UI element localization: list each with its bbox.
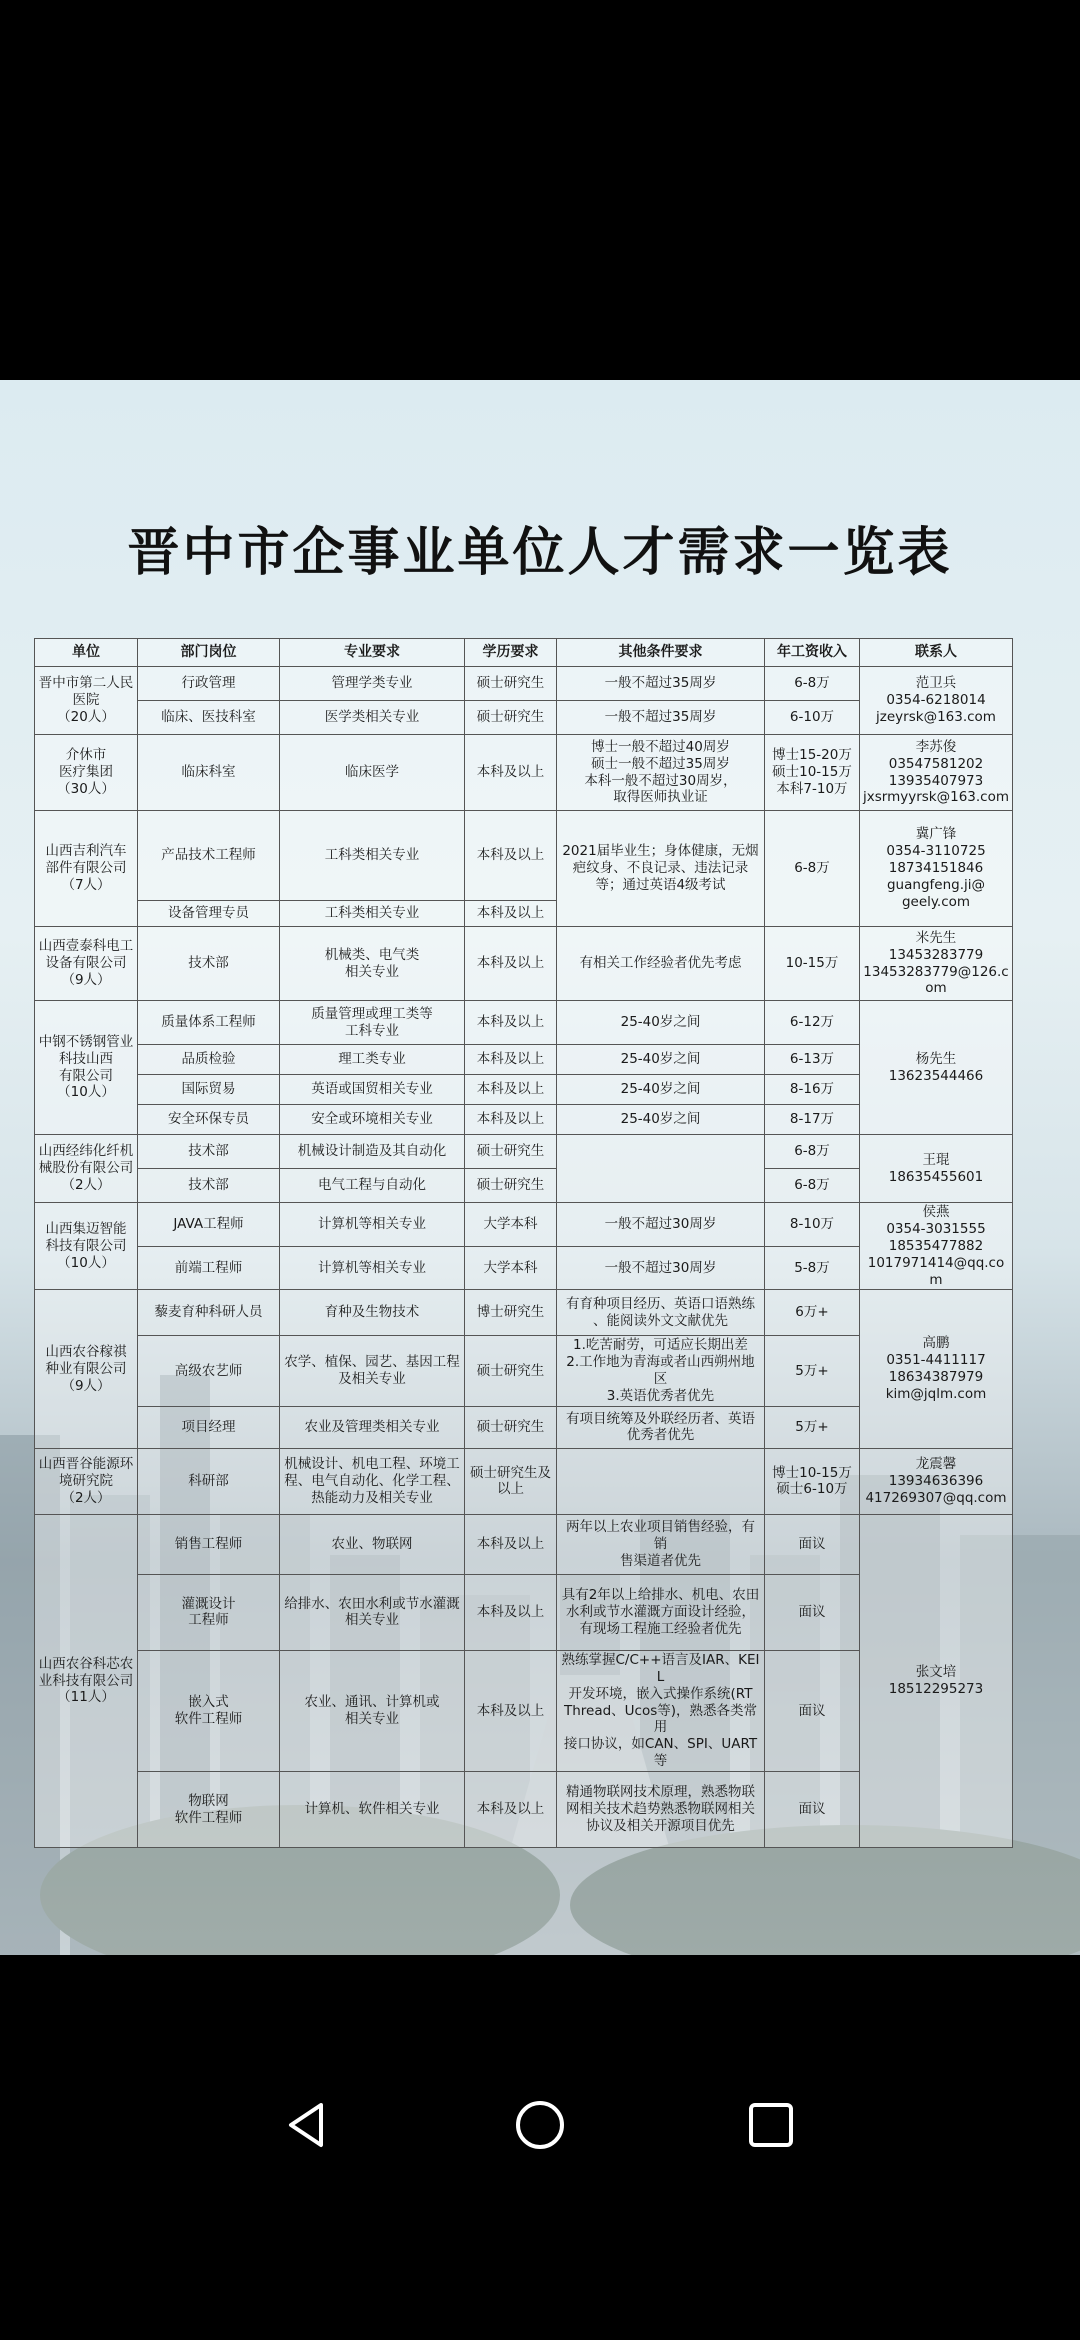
salary-cell: 5-8万 <box>765 1246 860 1290</box>
header-major: 专业要求 <box>280 639 465 667</box>
edu-cell: 大学本科 <box>465 1246 557 1290</box>
org-name: 山西晋谷能源环 境研究院 （2人） <box>35 1448 138 1514</box>
other-cell <box>557 1448 765 1514</box>
dept-cell: 项目经理 <box>138 1406 280 1448</box>
table-row <box>35 1514 1013 1574</box>
org-name: 介休市 医疗集团 （30人） <box>35 735 138 811</box>
edu-cell: 硕士研究生 <box>465 1169 557 1203</box>
org-name: 山西集迈智能 科技有限公司 （10人） <box>35 1203 138 1290</box>
header-dept: 部门岗位 <box>138 639 280 667</box>
other-cell: 两年以上农业项目销售经验，有销 售渠道者优先 <box>557 1514 765 1574</box>
dept-cell: 藜麦育种科研人员 <box>138 1290 280 1336</box>
major-cell: 给排水、农田水利或节水灌溉 相关专业 <box>280 1574 465 1650</box>
other-cell: 2021届毕业生；身体健康，无烟 疤纹身、不良记录、违法记录 等；通过英语4级考试 <box>557 811 765 927</box>
edu-cell: 本科及以上 <box>465 1105 557 1135</box>
contact-cell: 米先生 13453283779 13453283779@126.com <box>860 927 1013 1001</box>
dept-cell: 前端工程师 <box>138 1246 280 1290</box>
major-cell: 计算机等相关专业 <box>280 1246 465 1290</box>
dept-cell: 临床、医技科室 <box>138 701 280 735</box>
other-cell: 25-40岁之间 <box>557 1075 765 1105</box>
edu-cell: 硕士研究生 <box>465 701 557 735</box>
dept-cell: JAVA工程师 <box>138 1203 280 1247</box>
major-cell: 育种及生物技术 <box>280 1290 465 1336</box>
header-salary: 年工资收入 <box>765 639 860 667</box>
back-triangle-icon <box>277 2095 337 2155</box>
dept-cell: 技术部 <box>138 1169 280 1203</box>
other-cell: 25-40岁之间 <box>557 1001 765 1045</box>
major-cell: 农业、物联网 <box>280 1514 465 1574</box>
header-unit: 单位 <box>35 639 138 667</box>
edu-cell: 本科及以上 <box>465 1045 557 1075</box>
other-cell: 25-40岁之间 <box>557 1045 765 1075</box>
major-cell: 农业及管理类相关专业 <box>280 1406 465 1448</box>
org-name: 山西农谷稼祺 种业有限公司 （9人） <box>35 1290 138 1449</box>
dept-cell: 安全环保专员 <box>138 1105 280 1135</box>
edu-cell: 本科及以上 <box>465 927 557 1001</box>
salary-cell: 面议 <box>765 1574 860 1650</box>
salary-cell: 面议 <box>765 1650 860 1771</box>
edu-cell: 硕士研究生 <box>465 667 557 701</box>
page-title: 晋中市企事业单位人才需求一览表 <box>127 523 953 583</box>
dept-cell: 品质检验 <box>138 1045 280 1075</box>
home-button[interactable] <box>495 2080 585 2170</box>
major-cell: 计算机、软件相关专业 <box>280 1772 465 1848</box>
dept-cell: 设备管理专员 <box>138 901 280 927</box>
status-area <box>0 0 1080 380</box>
dept-cell: 产品技术工程师 <box>138 811 280 901</box>
major-cell: 工科类相关专业 <box>280 811 465 901</box>
major-cell: 质量管理或理工类等 工科专业 <box>280 1001 465 1045</box>
other-cell: 有项目统筹及外联经历者、英语 优秀者优先 <box>557 1406 765 1448</box>
salary-cell: 10-15万 <box>765 927 860 1001</box>
table-row <box>35 1203 1013 1247</box>
other-cell: 有相关工作经验者优先考虑 <box>557 927 765 1001</box>
major-cell: 临床医学 <box>280 735 465 811</box>
other-cell: 有育种项目经历、英语口语熟练 、能阅读外文文献优先 <box>557 1290 765 1336</box>
edu-cell: 本科及以上 <box>465 1075 557 1105</box>
dept-cell: 高级农艺师 <box>138 1336 280 1407</box>
contact-cell: 张文培 18512295273 <box>860 1514 1013 1847</box>
contact-cell: 王琨 18635455601 <box>860 1135 1013 1203</box>
salary-cell: 博士10-15万 硕士6-10万 <box>765 1448 860 1514</box>
other-cell: 25-40岁之间 <box>557 1105 765 1135</box>
recents-square-icon <box>741 2095 801 2155</box>
header-edu: 学历要求 <box>465 639 557 667</box>
edu-cell: 硕士研究生及 以上 <box>465 1448 557 1514</box>
edu-cell: 大学本科 <box>465 1203 557 1247</box>
home-circle-icon <box>510 2095 570 2155</box>
org-name: 山西壹泰科电工 设备有限公司 （9人） <box>35 927 138 1001</box>
salary-cell: 8-17万 <box>765 1105 860 1135</box>
contact-cell: 杨先生 13623544466 <box>860 1001 1013 1135</box>
major-cell: 计算机等相关专业 <box>280 1203 465 1247</box>
header-other: 其他条件要求 <box>557 639 765 667</box>
contact-cell: 高鹏 0351-4411117 18634387979 kim@jqlm.com <box>860 1290 1013 1449</box>
major-cell: 电气工程与自动化 <box>280 1169 465 1203</box>
table-row <box>35 1448 1013 1514</box>
contact-cell: 侯燕 0354-3031555 18535477882 1017971414@qq.com <box>860 1203 1013 1290</box>
edu-cell: 本科及以上 <box>465 735 557 811</box>
dept-cell: 技术部 <box>138 927 280 1001</box>
edu-cell: 本科及以上 <box>465 1514 557 1574</box>
org-name: 晋中市第二人民医院 （20人） <box>35 667 138 735</box>
edu-cell: 硕士研究生 <box>465 1336 557 1407</box>
org-name: 中钢不锈钢管业 科技山西 有限公司 （10人） <box>35 1001 138 1135</box>
major-cell: 理工类专业 <box>280 1045 465 1075</box>
dept-cell: 质量体系工程师 <box>138 1001 280 1045</box>
major-cell: 工科类相关专业 <box>280 901 465 927</box>
salary-cell: 5万+ <box>765 1406 860 1448</box>
salary-cell: 8-10万 <box>765 1203 860 1247</box>
salary-cell: 6-8万 <box>765 667 860 701</box>
other-cell: 一般不超过35周岁 <box>557 701 765 735</box>
major-cell: 机械设计、机电工程、环境工 程、电气自动化、化学工程、 热能动力及相关专业 <box>280 1448 465 1514</box>
talent-demand-table <box>34 638 1013 1848</box>
edu-cell: 硕士研究生 <box>465 1135 557 1169</box>
major-cell: 机械设计制造及其自动化 <box>280 1135 465 1169</box>
salary-cell: 6万+ <box>765 1290 860 1336</box>
other-cell: 具有2年以上给排水、机电、农田 水利或节水灌溉方面设计经验， 有现场工程施工经验者优先 <box>557 1574 765 1650</box>
salary-cell: 6-13万 <box>765 1045 860 1075</box>
salary-cell: 6-8万 <box>765 1169 860 1203</box>
other-cell: 一般不超过30周岁 <box>557 1246 765 1290</box>
other-cell: 1.吃苦耐劳，可适应长期出差 2.工作地为青海或者山西朔州地区 3.英语优秀者优先 <box>557 1336 765 1407</box>
major-cell: 安全或环境相关专业 <box>280 1105 465 1135</box>
salary-cell: 6-12万 <box>765 1001 860 1045</box>
major-cell: 医学类相关专业 <box>280 701 465 735</box>
table-header-row <box>35 639 1013 667</box>
edu-cell: 硕士研究生 <box>465 1406 557 1448</box>
dept-cell: 行政管理 <box>138 667 280 701</box>
major-cell: 农学、植保、园艺、基因工程 及相关专业 <box>280 1336 465 1407</box>
table-row <box>35 1290 1013 1336</box>
contact-cell: 范卫兵 0354-6218014 jzeyrsk@163.com <box>860 667 1013 735</box>
dept-cell: 临床科室 <box>138 735 280 811</box>
salary-cell: 博士15-20万 硕士10-15万 本科7-10万 <box>765 735 860 811</box>
edu-cell: 本科及以上 <box>465 1574 557 1650</box>
salary-cell: 5万+ <box>765 1336 860 1407</box>
major-cell: 农业、通讯、计算机或 相关专业 <box>280 1650 465 1771</box>
table-row <box>35 735 1013 811</box>
contact-cell: 龙震馨 13934636396 417269307@qq.com <box>860 1448 1013 1514</box>
edu-cell: 本科及以上 <box>465 1650 557 1771</box>
table-row <box>35 811 1013 901</box>
dept-cell: 科研部 <box>138 1448 280 1514</box>
major-cell: 管理学类专业 <box>280 667 465 701</box>
table-row <box>35 1135 1013 1169</box>
edu-cell: 本科及以上 <box>465 1772 557 1848</box>
dept-cell: 技术部 <box>138 1135 280 1169</box>
salary-cell: 6-8万 <box>765 1135 860 1169</box>
dept-cell: 物联网 软件工程师 <box>138 1772 280 1848</box>
salary-cell: 6-10万 <box>765 701 860 735</box>
recents-button[interactable] <box>726 2080 816 2170</box>
salary-cell: 8-16万 <box>765 1075 860 1105</box>
dept-cell: 嵌入式 软件工程师 <box>138 1650 280 1771</box>
edu-cell: 博士研究生 <box>465 1290 557 1336</box>
dept-cell: 销售工程师 <box>138 1514 280 1574</box>
table-row <box>35 667 1013 701</box>
contact-cell: 李苏俊 03547581202 13935407973 jxsrmyyrsk@163.com <box>860 735 1013 811</box>
other-cell: 精通物联网技术原理，熟悉物联 网相关技术趋势熟悉物联网相关 协议及相关开源项目优先 <box>557 1772 765 1848</box>
edu-cell: 本科及以上 <box>465 901 557 927</box>
dept-cell: 灌溉设计 工程师 <box>138 1574 280 1650</box>
other-cell <box>557 1135 765 1203</box>
dept-cell: 国际贸易 <box>138 1075 280 1105</box>
other-cell: 博士一般不超过40周岁 硕士一般不超过35周岁 本科一般不超过30周岁， 取得医师执业证 <box>557 735 765 811</box>
table-row <box>35 927 1013 1001</box>
salary-cell: 6-8万 <box>765 811 860 927</box>
edu-cell: 本科及以上 <box>465 1001 557 1045</box>
header-contact: 联系人 <box>860 639 1013 667</box>
salary-cell: 面议 <box>765 1514 860 1574</box>
org-name: 山西农谷科芯农 业科技有限公司 （11人） <box>35 1514 138 1847</box>
back-button[interactable] <box>262 2080 352 2170</box>
table-row <box>35 1001 1013 1045</box>
other-cell: 一般不超过30周岁 <box>557 1203 765 1247</box>
org-name: 山西经纬化纤机 械股份有限公司 （2人） <box>35 1135 138 1203</box>
major-cell: 英语或国贸相关专业 <box>280 1075 465 1105</box>
document-image <box>0 380 1080 1955</box>
contact-cell: 冀广锋 0354-3110725 18734151846 guangfeng.ji@ geely.com <box>860 811 1013 927</box>
other-cell: 一般不超过35周岁 <box>557 667 765 701</box>
other-cell: 熟练掌握C/C++语言及IAR、KEIL 开发环境，嵌入式操作系统(RT Thread、Ucos等)，熟悉各类常用 接口协议，如CAN、SPI、UART等 <box>557 1650 765 1771</box>
org-name: 山西吉利汽车 部件有限公司 （7人） <box>35 811 138 927</box>
salary-cell: 面议 <box>765 1772 860 1848</box>
edu-cell: 本科及以上 <box>465 811 557 901</box>
major-cell: 机械类、电气类 相关专业 <box>280 927 465 1001</box>
